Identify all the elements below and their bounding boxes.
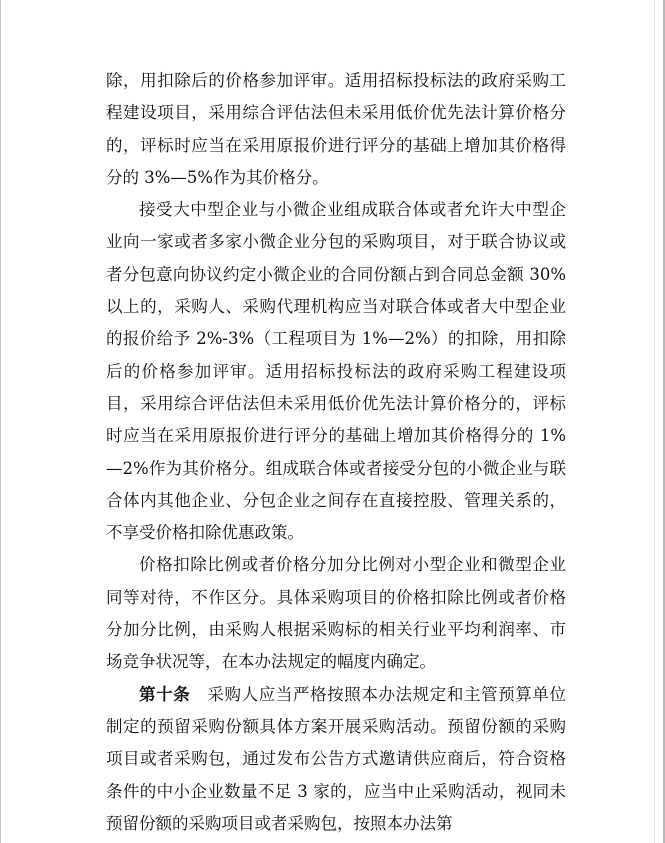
page-left-edge [0, 0, 1, 843]
article-heading: 第十条 [139, 684, 191, 704]
paragraph-3 [106, 549, 566, 678]
document-body [106, 65, 566, 840]
paragraph-1-text: 除，用扣除后的价格参加评审。适用招标投标法的政府采购工程建设项目，采用综合评估法但未采用低价优先法计算价格分的，评标时应当在采用原报价进行评分的基础上增加其价格得分的 3%—5%作为其价格分。 [106, 71, 566, 187]
paragraph-4 [106, 679, 566, 840]
paragraph-1 [106, 65, 566, 194]
page-right-inner-edge [654, 0, 655, 843]
paragraph-2-text: 接受大中型企业与小微企业组成联合体或者允许大中型企业向一家或者多家小微企业分包的采购项目，对于联合协议或者分包意向协议约定小微企业的合同份额占到合同总金额 30%以上的，采购人、采购代理机构应当对联合体或者大中型企业的报价给予 2%-3%（工程项目为 1%—2%）的扣除，用扣除后的价格参加评审。适用招标投标法的政府采购工程建设项目，采用综合评估法但未采用低价优先法计算价格分的，评标时应当在采用原报价进行评分的基础上增加其价格得分的 1%—2%作为其价格分。组成联合体或者接受分包的小微企业与联合体内其他企业、分包企业之间存在直接控股、管理关系的，不享受价格扣除优惠政策。 [106, 200, 566, 543]
paragraph-4-text: 采购人应当严格按照本办法规定和主管预算单位制定的预留采购份额具体方案开展采购活动。预留份额的采购项目或者采购包，通过发布公告方式邀请供应商后，符合资格条件的中小企业数量不足 3 家的，应当中止采购活动，视同未预留份额的采购项目或者采购包，按照本办法第 [106, 684, 567, 833]
paragraph-3-text: 价格扣除比例或者价格分加分比例对小型企业和微型企业同等对待，不作区分。具体采购项目的价格扣除比例或者价格分加分比例，由采购人根据采购标的相关行业平均利润率、市场竞争状况等，在本办法规定的幅度内确定。 [106, 555, 566, 672]
paragraph-2 [106, 194, 566, 549]
